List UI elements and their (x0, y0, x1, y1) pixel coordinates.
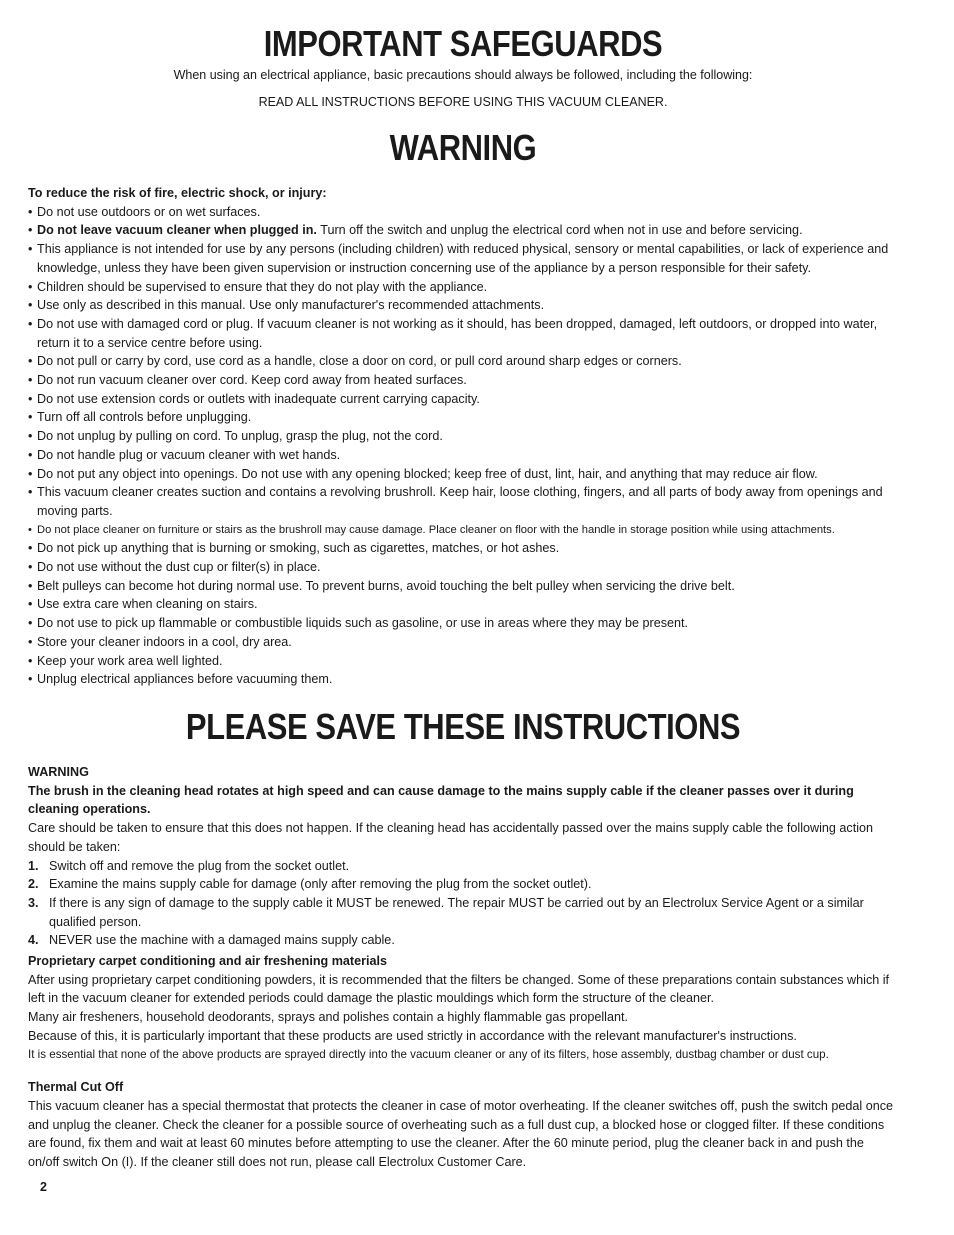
list-item: 4. NEVER use the machine with a damaged mains supply cable. (28, 933, 395, 948)
carpet-paragraph: After using proprietary carpet conditioning powders, it is recommended that the filters be changed. Some of these preparations contain substances which if left in the vacuum cleaner for extended periods could damage the plastic mouldings which form the structure of the cleaner. (28, 972, 890, 1006)
safeguards-list (28, 203, 898, 689)
list-item: • This vacuum cleaner creates suction and contains a revolving brushroll. Keep hair, loose clothing, fingers, and all parts of body away from openings and moving parts. (28, 483, 898, 520)
list-item: • This appliance is not intended for use by any persons (including children) with reduced physical, sensory or mental capabilities, or lack of experience and knowledge, unless they have been given supervision or instruction concerning use of the appliance by a person responsible for their safety. (28, 240, 898, 277)
list-item: • Keep your work area well lighted. (28, 652, 898, 671)
carpet-paragraph: It is essential that none of the above products are sprayed directly into the vacuum cleaner or any of its filters, hose assembly, dustbag chamber or dust cup. (28, 1047, 829, 1061)
cable-warning-bold: The brush in the cleaning head rotates at high speed and can cause damage to the mains supply cable if the cleaner passes over it during cleaning operations. (28, 783, 854, 817)
list-item: • Store your cleaner indoors in a cool, dry area. (28, 633, 898, 652)
list-item: • Do not pull or carry by cord, use cord as a handle, close a door on cord, or pull cord around sharp edges or corners. (28, 352, 898, 371)
carpet-paragraph: Many air fresheners, household deodorants, sprays and polishes contain a highly flammable gas propellant. (28, 1010, 628, 1025)
carpet-paragraph: Because of this, it is particularly important that these products are used strictly in accordance with the relevant manufacturer's instructions. (28, 1028, 797, 1043)
thermal-section (28, 1078, 898, 1172)
safeguards-lead: To reduce the risk of fire, electric shock, or injury: (28, 186, 327, 200)
manual-page (28, 22, 898, 1172)
thermal-text: This vacuum cleaner has a special thermostat that protects the cleaner in case of motor overheating. If the cleaner switches off, push the switch pedal once and unplug the cleaner. Check the cleaner for a possible source of overheating such as a full dust cup, a blocked hose or clogged filter. If these conditions are found, fix them and wait at least 60 minutes before attempting to use the cleaner. After the 60 minute period, plug the cleaner back in and push the on/off switch On (I). If the cleaner still does not run, please call Electrolux Customer Care. (28, 1098, 894, 1170)
list-item: • Do not leave vacuum cleaner when plugged in. Turn off the switch and unplug the electrical cord when not in use and before servicing. (28, 221, 898, 240)
bold-warning: Do not leave vacuum cleaner when plugged in. (37, 223, 317, 238)
list-item: 3. If there is any sign of damage to the supply cable it MUST be renewed. The repair MUST be carried out by an Electrolux Service Agent or a similar qualified person. (28, 895, 864, 929)
cable-warning-text: Care should be taken to ensure that this does not happen. If the cleaning head has accidentally passed over the mains supply cable the following action should be taken: (28, 821, 874, 854)
list-item: • Do not pick up anything that is burning or smoking, such as cigarettes, matches, or hot ashes. (28, 539, 898, 558)
cable-warning-section (28, 763, 898, 950)
list-item: • Do not use with damaged cord or plug. If vacuum cleaner is not working as it should, has been dropped, damaged, left outdoors, or dropped into water, return it to a service centre before using. (28, 315, 898, 352)
list-item: • Do not place cleaner on furniture or stairs as the brushroll may cause damage. Place cleaner on floor with the handle in storage position while using attachments. (28, 521, 898, 540)
list-item: • Belt pulleys can become hot during normal use. To prevent burns, avoid touching the belt pulley when servicing the drive belt. (28, 577, 898, 596)
safeguards-section (28, 184, 898, 689)
list-item: • Unplug electrical appliances before vacuuming them. (28, 670, 898, 689)
list-item: • Do not use without the dust cup or filter(s) in place. (28, 558, 898, 577)
list-item: 1. Switch off and remove the plug from the socket outlet. (28, 858, 350, 873)
list-item: • Do not use extension cords or outlets with inadequate current carrying capacity. (28, 390, 898, 409)
cable-steps (28, 857, 898, 951)
main-title: IMPORTANT SAFEGUARDS (263, 23, 663, 64)
list-item: • Do not handle plug or vacuum cleaner with wet hands. (28, 446, 898, 465)
list-item: • Use extra care when cleaning on stairs. (28, 595, 898, 614)
list-item: • Do not unplug by pulling on cord. To unplug, grasp the plug, not the cord. (28, 427, 898, 446)
list-item: 2. Examine the mains supply cable for damage (only after removing the plug from the socket outlet). (28, 877, 592, 892)
list-item: • Do not run vacuum cleaner over cord. Keep cord away from heated surfaces. (28, 371, 898, 390)
cable-warning-label: WARNING (28, 764, 89, 779)
list-item: • Do not put any object into openings. Do not use with any opening blocked; keep free of dust, lint, hair, and anything that may reduce air flow. (28, 465, 898, 484)
list-item: • Do not use outdoors or on wet surfaces. (28, 203, 898, 222)
list-item: • Children should be supervised to ensure that they do not play with the appliance. (28, 278, 898, 297)
save-instructions-title: PLEASE SAVE THESE INSTRUCTIONS (185, 705, 741, 747)
list-item: • Use only as described in this manual. Use only manufacturer's recommended attachments. (28, 296, 898, 315)
carpet-section (28, 952, 898, 1064)
list-item: • Do not use to pick up flammable or combustible liquids such as gasoline, or use in areas where they may be present. (28, 614, 898, 633)
page-number: 2 (40, 1180, 47, 1194)
intro-text: When using an electrical appliance, basic precautions should always be followed, including the following: (173, 68, 753, 82)
warning-title: WARNING (389, 127, 537, 168)
thermal-title: Thermal Cut Off (28, 1080, 124, 1095)
read-instructions-text: READ ALL INSTRUCTIONS BEFORE USING THIS VACUUM CLEANER. (258, 95, 668, 109)
carpet-title: Proprietary carpet conditioning and air freshening materials (28, 954, 388, 969)
list-item: • Turn off all controls before unplugging. (28, 408, 898, 427)
